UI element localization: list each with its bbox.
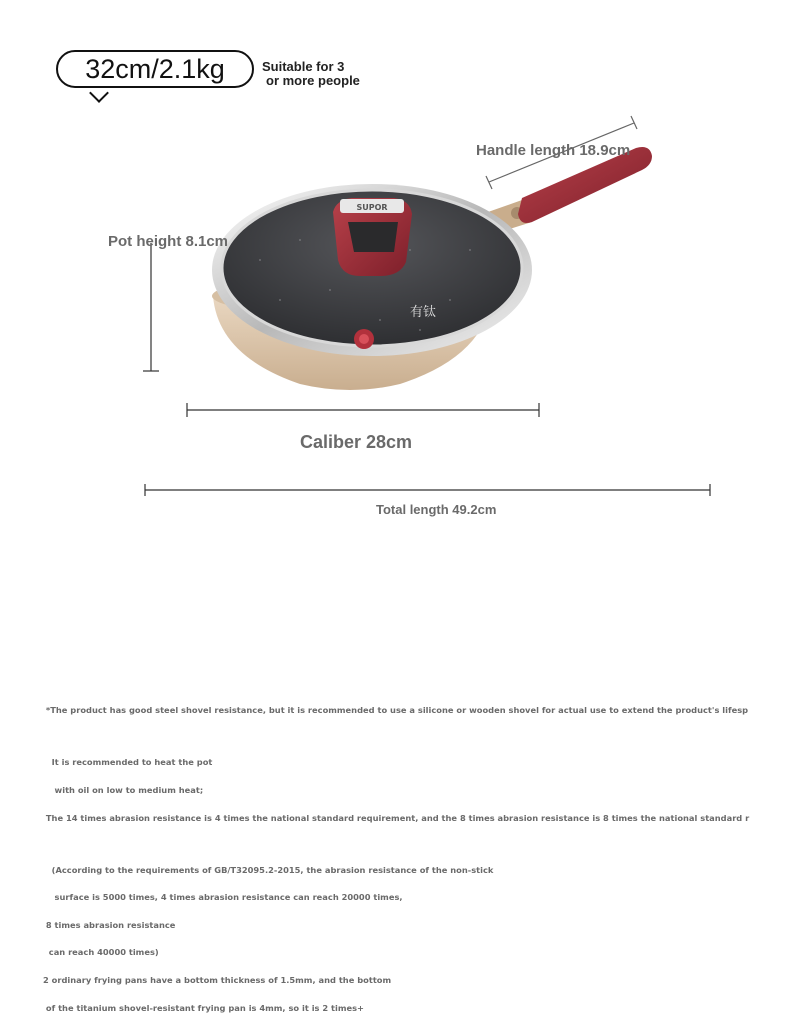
capacity-line-2: or more people	[266, 73, 360, 88]
total-length-label: Total length 49.2cm	[376, 502, 497, 517]
note-line: *The product has good steel shovel resistance, but it is recommended to use a silicone or wooden shovel for actual use to extend the product's lifesp	[43, 705, 749, 716]
knob-brand: SUPOR	[356, 203, 388, 212]
lid-stamp: 有钛	[410, 305, 437, 320]
product-notes	[43, 688, 790, 1022]
note-line: The 14 times abrasion resistance is 4 times the national standard requirement, and the 8 times abrasion resistance is 8 times the national standard r	[43, 812, 750, 823]
note-line: 2 ordinary frying pans have a bottom thickness of 1.5mm, and the bottom	[43, 975, 392, 986]
note-line: 8 times abrasion resistance	[43, 919, 176, 930]
size-weight-badge: 32cm/2.1kg	[56, 50, 254, 88]
note-line: (According to the requirements of GB/T32095.2-2015, the abrasion resistance of the non-stick	[43, 864, 494, 875]
caliber-dimension-line	[187, 403, 539, 417]
capacity-line-1: Suitable for 3	[262, 59, 345, 74]
note-line: surface is 5000 times, 4 times abrasion resistance can reach 20000 times,	[43, 892, 403, 903]
lid-knob	[333, 198, 412, 276]
handle-length-label: Handle length 18.9cm	[476, 142, 631, 159]
note-line: can reach 40000 times)	[43, 947, 159, 958]
total-length-dimension-line	[145, 484, 710, 496]
note-line: with oil on low to medium heat;	[43, 785, 204, 796]
caliber-label: Caliber 28cm	[300, 432, 413, 452]
pot-height-label: Pot height 8.1cm	[108, 233, 229, 250]
note-line: It is recommended to heat the pot	[43, 757, 213, 768]
pot-height-dimension-line	[143, 243, 159, 371]
note-line: of the titanium shovel-resistant frying pan is 4mm, so it is 2 times+	[43, 1002, 365, 1013]
wok-handle	[488, 147, 652, 232]
